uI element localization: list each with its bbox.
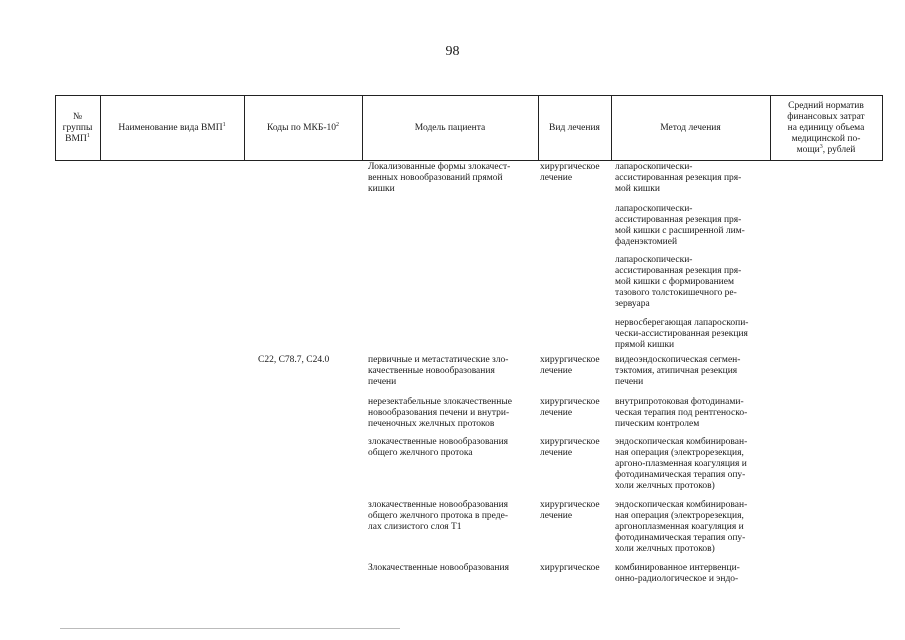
row-6-method-1: комбинированное интервенци- онно-радиологическое и эндо- [615, 563, 740, 584]
header-patient-model: Модель пациента [414, 122, 486, 133]
row-1-method-2: лапароскопически- ассистированная резекция пря- мой кишки с расширенной лим- фаденэктомией [615, 204, 745, 247]
row-2-method-1: видеоэндоскопическая сегмен- тэктомия, атипичная резекция печени [615, 355, 741, 387]
row-3-method-1: внутрипротоковая фотодинами- ческая терапия под рентгеноско- пическим контролем [615, 397, 748, 429]
row-6-treatment-type: хирургическое [540, 563, 600, 573]
page-number: 98 [445, 44, 460, 59]
row-1-method-4: нервосберегающая лапароскопи- чески-ассистированная резекция прямой кишки [615, 318, 749, 350]
header-icd-codes: Коды по МКБ-$10^2$ [266, 121, 340, 133]
row-6-patient-model: Злокачественные новообразования [368, 563, 509, 573]
row-1-treatment-type: хирургическое лечение [540, 162, 600, 183]
row-2-treatment-type: хирургическое лечение [540, 355, 600, 376]
header-cost-norm: Средний норматив финансовых затрат на единицу объема медицинской по- мощи$^3$, рублей [787, 100, 865, 155]
scan-artifact-line [60, 628, 400, 629]
row-4-method-1: эндоскопическая комбинирован- ная операция (электрорезекция, аргоно-плазменная коагуляция и фотодинамическая терапия опу- холи желчных протоков) [615, 437, 748, 491]
row-5-treatment-type: хирургическое лечение [540, 500, 600, 521]
row-2-icd-codes: C22, C78.7, C24.0 [258, 355, 330, 365]
row-3-treatment-type: хирургическое лечение [540, 397, 600, 418]
row-1-method-3: лапароскопически- ассистированная резекция пря- мой кишки с формированием тазового толстокишечного ре- зервуара [615, 255, 742, 309]
header-treatment-method: Метод лечения [660, 122, 721, 133]
header-group-number: № группы ВМП$^1$ [62, 111, 93, 144]
row-3-patient-model: нерезектабельные злокачественные новообразования печени и внутри- печеночных желчных протоков [368, 397, 512, 429]
row-4-patient-model: злокачественные новообразования общего желчного протока [368, 437, 509, 458]
row-4-treatment-type: хирургическое лечение [540, 437, 600, 458]
row-2-patient-model: первичные и метастатические зло- качественные новообразования печени [368, 355, 509, 387]
row-5-method-1: эндоскопическая комбинирован- ная операция (электрорезекция, аргоноплазменная коагуляция и фотодинамическая терапия опу- холи желчных протоков) [615, 500, 748, 554]
header-treatment-type: Вид лечения [549, 122, 600, 133]
row-5-patient-model: злокачественные новообразования общего желчного протока в преде- лах слизистого слоя T1 [368, 500, 509, 532]
table-header [55, 95, 883, 161]
header-vmp-name: Наименование вида ВМП$^1$ [118, 121, 226, 133]
row-1-method-1: лапароскопически- ассистированная резекция пря- мой кишки [615, 162, 742, 194]
row-1-patient-model: Локализованные формы злокачест- венных новообразований прямой кишки [368, 162, 511, 194]
